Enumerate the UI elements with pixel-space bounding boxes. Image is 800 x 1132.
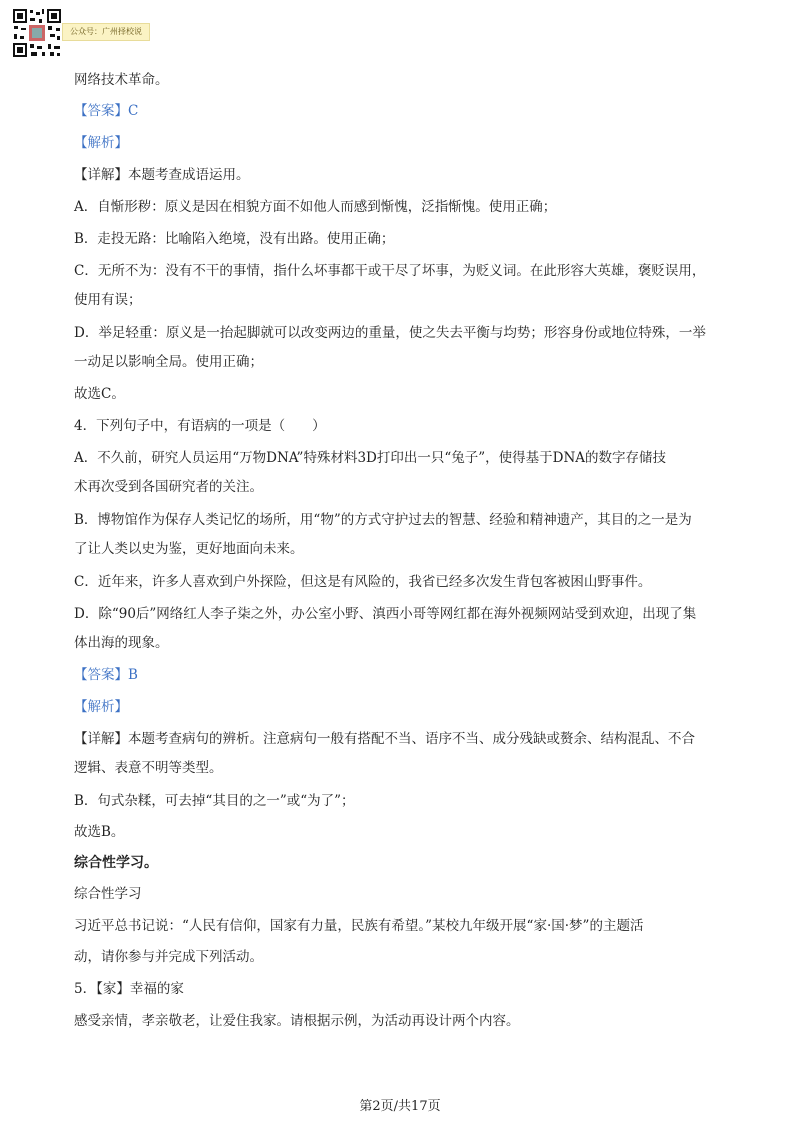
qr-code-image xyxy=(12,8,62,58)
text-line: B．走投无路：比喻陷入绝境，没有出路。使用正确； xyxy=(74,231,395,247)
text-line: A．自惭形秽：原义是因在相貌方面不如他人而感到惭愧，泛指惭愧。使用正确； xyxy=(74,199,557,215)
question-4-stem: 4．下列句子中，有语病的一项是（ ） xyxy=(74,418,326,434)
text-line: 网络技术革命。 xyxy=(74,72,169,88)
text-line: 【详解】本题考查病句的辨析。注意病句一般有搭配不当、语序不当、成分残缺或赘余、结构混乱、不合 xyxy=(74,731,695,747)
text-line: 动，请你参与并完成下列活动。 xyxy=(74,949,263,965)
page-number: 第2页/共17页 xyxy=(359,1099,441,1114)
option-b: B．博物馆作为保存人类记忆的场所，用“物”的方式守护过去的智慧、经验和精神遗产，其目的之一是为 xyxy=(74,512,692,528)
answer-label: 【答案】C xyxy=(74,103,139,119)
option-a: A．不久前，研究人员运用“万物DNA”特殊材料3D打印出一只“兔子”，使得基于DNA的数字存储技 xyxy=(74,450,667,466)
text-line: 【详解】本题考查成语运用。 xyxy=(74,167,250,183)
header-banner: 公众号：广州择校说 xyxy=(62,23,150,41)
text-line: 故选C。 xyxy=(74,386,125,402)
text-line: 体出海的现象。 xyxy=(74,635,169,651)
text-line: 逻辑、表意不明等类型。 xyxy=(74,760,223,776)
option-d: D．除“90后”网络红人李子柒之外，办公室小野、滇西小哥等网红都在海外视频网站受到欢迎，出现了集 xyxy=(74,606,697,622)
text-line: 术再次受到各国研究者的关注。 xyxy=(74,479,263,495)
text-line: D．举足轻重：原义是一抬起脚就可以改变两边的重量，使之失去平衡与均势；形容身份或地位特殊，一举 xyxy=(74,325,706,341)
text-line: 感受亲情，孝亲敬老，让爱住我家。请根据示例，为活动再设计两个内容。 xyxy=(74,1013,520,1029)
analysis-label: 【解析】 xyxy=(74,135,128,151)
text-line: 了让人类以史为鉴，更好地面向未来。 xyxy=(74,541,304,557)
text-line: C．无所不为：没有不干的事情，指什么坏事都干或干尽了坏事，为贬义词。在此形容大英雄，褒贬误用， xyxy=(74,263,706,279)
option-c: C．近年来，许多人喜欢到户外探险，但这是有风险的，我省已经多次发生背包客被困山野事件。 xyxy=(74,574,652,590)
question-5-stem: 5．【家】幸福的家 xyxy=(74,981,184,997)
section-subheading: 综合性学习 xyxy=(74,886,142,902)
answer-label: 【答案】B xyxy=(74,667,138,683)
text-line: 使用有误； xyxy=(74,292,142,308)
text-line: B．句式杂糅，可去掉“其目的之一”或“为了”； xyxy=(74,793,355,809)
analysis-label: 【解析】 xyxy=(74,699,128,715)
section-heading: 综合性学习。 xyxy=(74,855,158,871)
text-line: 一动足以影响全局。使用正确； xyxy=(74,354,263,370)
text-line: 习近平总书记说：“人民有信仰，国家有力量，民族有希望。”某校九年级开展“家·国·梦”的主题活 xyxy=(74,918,644,934)
text-line: 故选B。 xyxy=(74,824,125,840)
